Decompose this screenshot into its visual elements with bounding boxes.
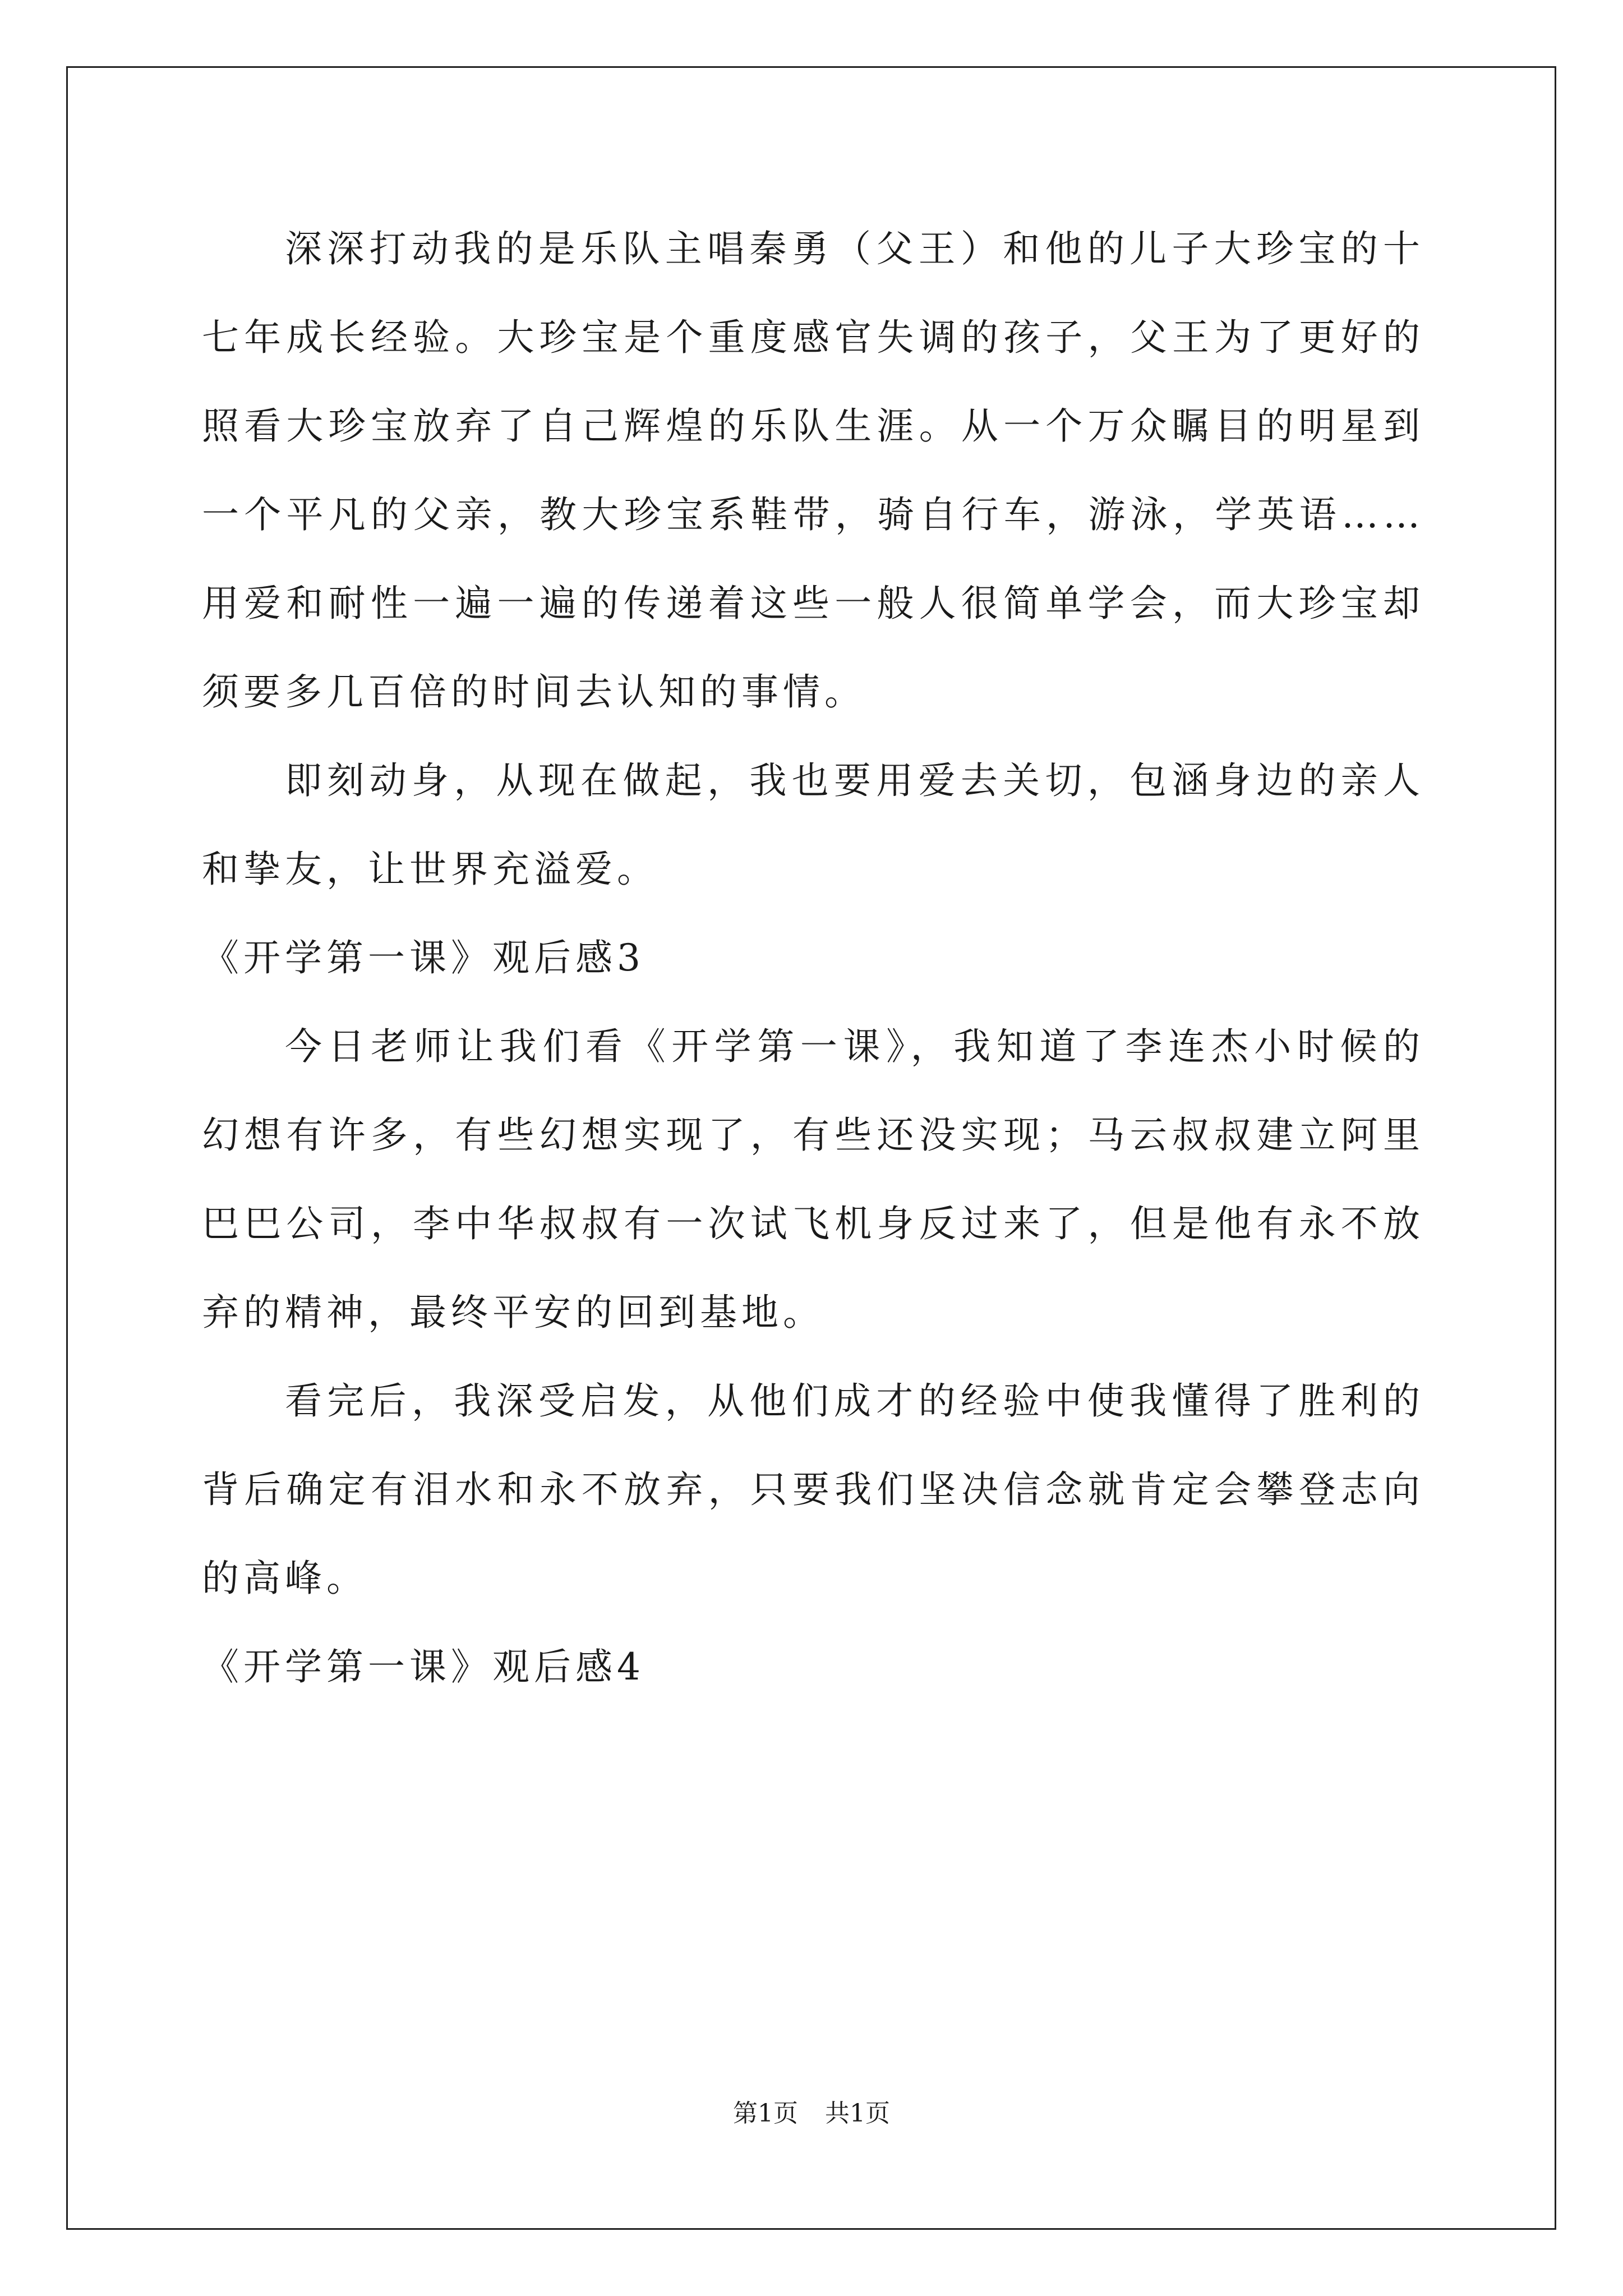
paragraph-2: 即刻动身，从现在做起，我也要用爱去关切，包涵身边的亲人和挚友，让世界充溢爱。 xyxy=(202,759,1424,891)
section-heading-4: 《开学第一课》观后感4 xyxy=(202,1645,645,1688)
page-total: 共1页 xyxy=(825,2099,890,2128)
page-footer xyxy=(0,2097,1623,2131)
paragraph-1: 深深打动我的是乐队主唱秦勇（父王）和他的儿子大珍宝的十七年成长经验。大珍宝是个重度感官失调的孩子，父王为了更好的照看大珍宝放弃了自己辉煌的乐队生涯。从一个万众瞩目的明星到一个平凡的父亲，教大珍宝系鞋带，骑自行车，游泳，学英语……用爱和耐性一遍一遍的传递着这些一般人很简单学会，而大珍宝却须要多几百倍的时间去认知的事情。 xyxy=(202,227,1424,714)
document-body xyxy=(202,205,1424,1711)
paragraph-4: 看完后，我深受启发，从他们成才的经验中使我懂得了胜利的背后确定有泪水和永不放弃，只要我们坚决信念就肯定会攀登志向的高峰。 xyxy=(202,1379,1424,1600)
paragraph-3: 今日老师让我们看《开学第一课》，我知道了李连杰小时候的幻想有许多，有些幻想实现了，有些还没实现；马云叔叔建立阿里巴巴公司，李中华叔叔有一次试飞机身反过来了，但是他有永不放弃的精神，最终平安的回到基地。 xyxy=(202,1025,1424,1334)
page-number: 第1页 xyxy=(733,2099,798,2128)
section-heading-3: 《开学第一课》观后感3 xyxy=(202,936,645,979)
